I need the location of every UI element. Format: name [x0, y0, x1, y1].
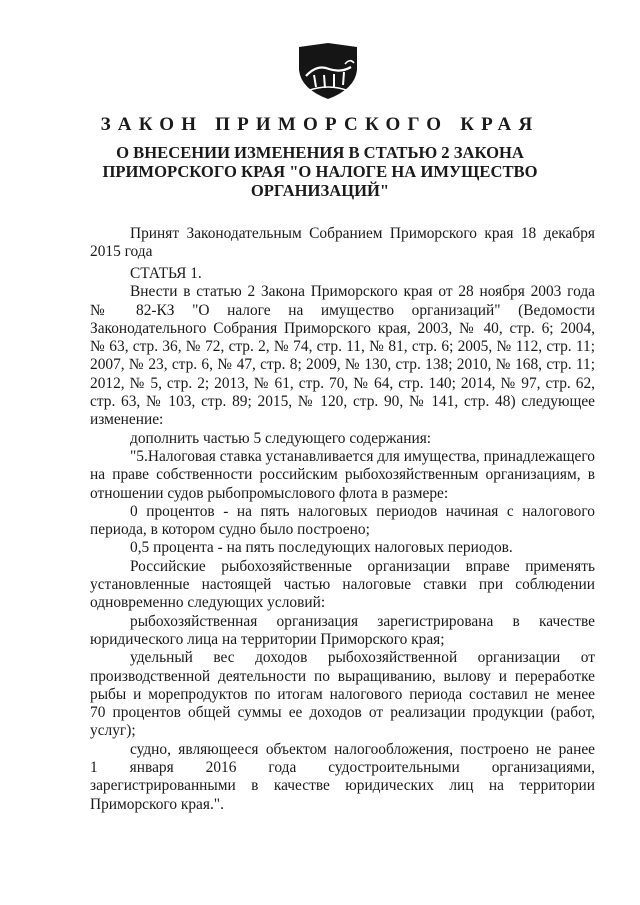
article-line: удельный вес доходов рыбохозяйственной организации от: [130, 649, 595, 667]
adoption-line: 2015 года: [90, 243, 153, 261]
article-line: № 82-КЗ "О налоге на имущество организаций" (Ведомости: [90, 301, 595, 319]
adoption-line: Принят Законодательным Собранием Приморского края 18 декабря: [130, 225, 595, 242]
subtitle-line: О ВНЕСЕНИИ ИЗМЕНЕНИЯ В СТАТЬЮ 2 ЗАКОНА: [116, 143, 524, 162]
article-line: судно, являющееся объектом налогообложения, построено не ранее: [130, 740, 595, 758]
article-line: изменение:: [90, 411, 164, 429]
article-line: 1 января 2016 года судостроительными организациями,: [90, 759, 595, 777]
article-1: [90, 265, 595, 814]
article-line: рыбы и морепродуктов по итогам налогового периода составил не менее: [90, 685, 595, 703]
article-line: Российские рыбохозяйственные организации вправе применять: [130, 557, 595, 575]
article-heading: СТАТЬЯ 1.: [130, 265, 202, 282]
article-line: производственной деятельности по выращиванию, вылову и переработке: [90, 667, 595, 685]
article-line: стр. 63, № 103, стр. 89; 2015, № 120, стр. 90, № 141, стр. 48) следующее: [90, 393, 595, 411]
primorsky-krai-coat-of-arms-icon: [297, 42, 359, 100]
law-title: ЗАКОН ПРИМОРСКОГО КРАЯ: [100, 114, 540, 135]
article-line: Законодательного Собрания Приморского края, 2003, № 40, стр. 6; 2004,: [90, 319, 595, 337]
article-line: Приморского края.".: [90, 795, 224, 813]
article-line: Внести в статью 2 Закона Приморского края от 28 ноября 2003 года: [130, 283, 595, 301]
article-line: 70 процентов общей суммы ее доходов от реализации продукции (работ,: [90, 704, 595, 722]
article-line: 2012, № 5, стр. 2; 2013, № 61, стр. 70, № 64, стр. 140; 2014, № 97, стр. 62,: [90, 374, 595, 392]
article-line: 0,5 процента - на пять последующих налоговых периодов.: [130, 539, 513, 557]
article-line: № 63, стр. 36, № 72, стр. 2, № 74, стр. 11, № 81, стр. 6; 2005, № 112, стр. 11;: [90, 338, 595, 356]
article-line: отношении судов рыбопромыслового флота в размере:: [90, 484, 449, 502]
article-line: 2007, № 23, стр. 6, № 47, стр. 8; 2009, № 130, стр. 138; 2010, № 168, стр. 11;: [90, 356, 595, 374]
law-subtitle: [100, 143, 540, 200]
article-line: зарегистрированными в качестве юридических лиц на территории: [90, 777, 595, 795]
article-line: одновременно следующих условий:: [90, 594, 326, 612]
article-line: установленные настоящей частью налоговые ставки при соблюдении: [90, 576, 595, 594]
subtitle-line: ОРГАНИЗАЦИЙ": [250, 181, 390, 200]
article-line: юридического лица на территории Приморского края;: [90, 630, 445, 648]
article-line: на праве собственности российским рыбохозяйственным организациям, в: [90, 466, 595, 484]
article-line: услуг);: [90, 722, 136, 740]
adoption-note: [90, 225, 595, 262]
article-line: 0 процентов - на пять налоговых периодов начиная с налогового: [130, 502, 595, 520]
article-line: рыбохозяйственная организация зарегистрирована в качестве: [130, 612, 595, 630]
article-line: "5.Налоговая ставка устанавливается для имущества, принадлежащего: [130, 447, 595, 465]
subtitle-line: ПРИМОРСКОГО КРАЯ "О НАЛОГЕ НА ИМУЩЕСТВО: [102, 162, 538, 181]
article-line: периода, в котором судно было построено;: [90, 521, 370, 539]
article-line: дополнить частью 5 следующего содержания:: [130, 429, 432, 447]
